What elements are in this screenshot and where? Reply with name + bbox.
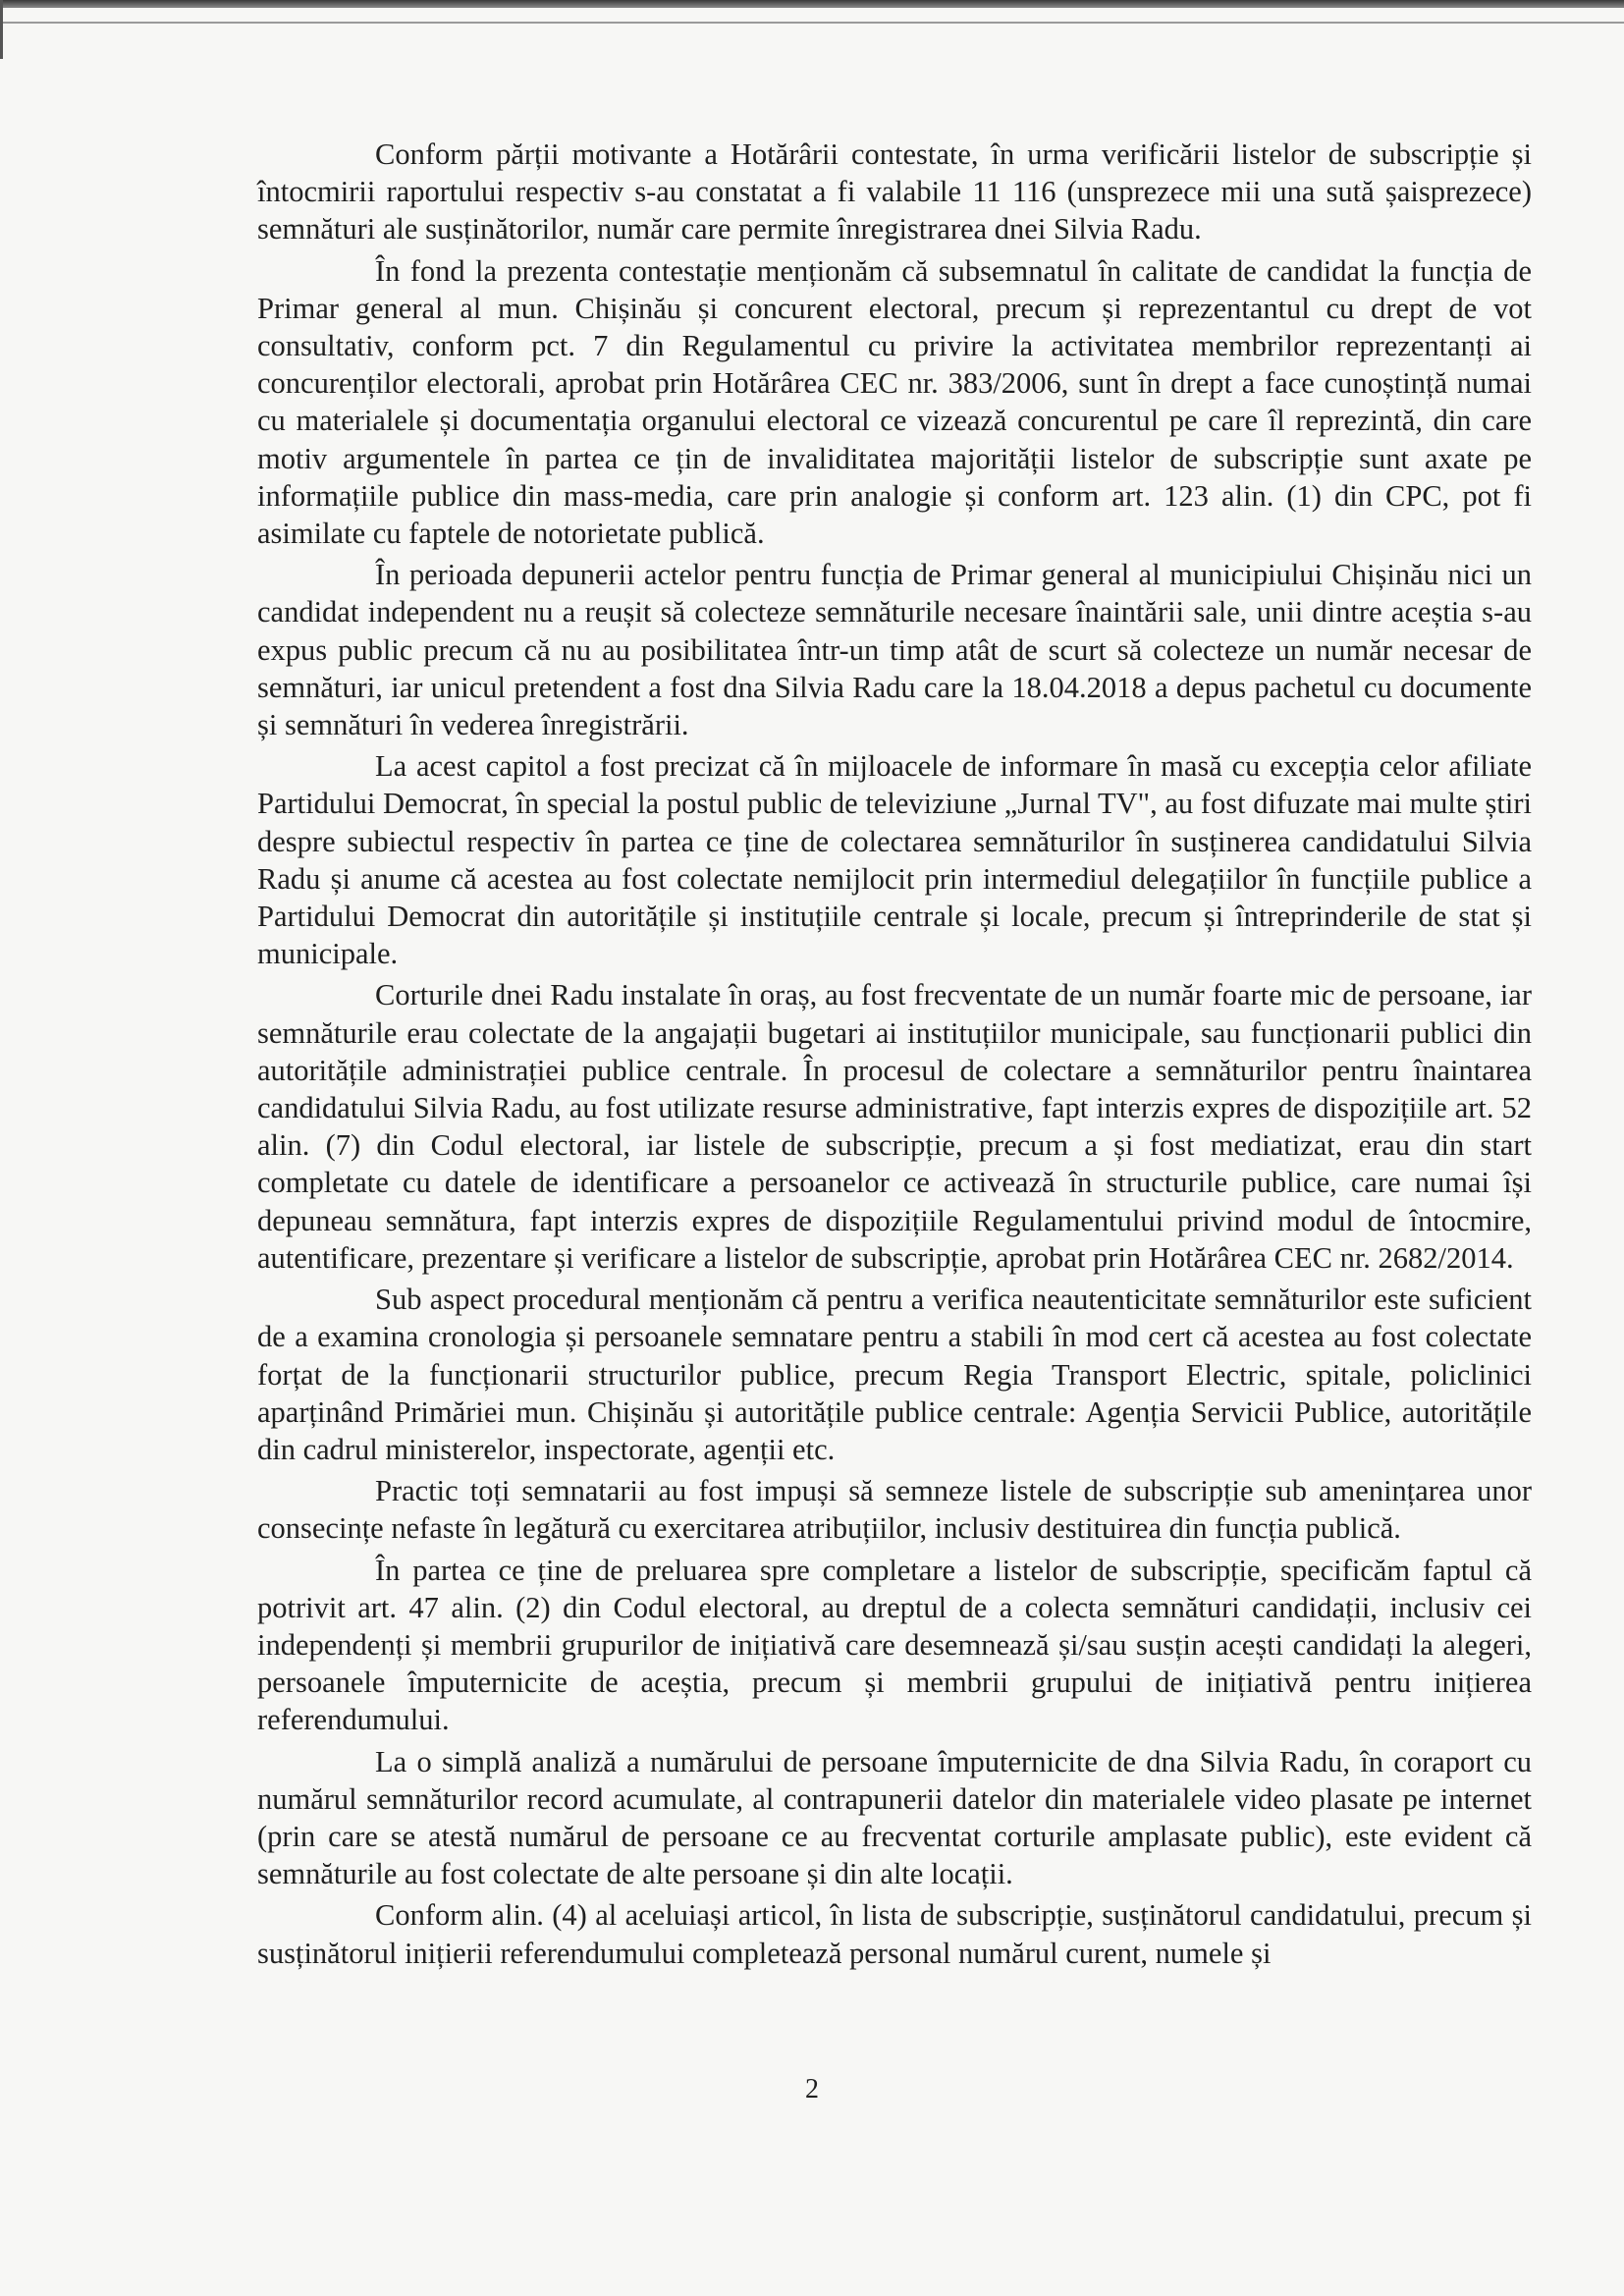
paragraph: În partea ce ține de preluarea spre completare a listelor de subscripție, specificăm faptul că potrivit art. 47 alin. (2) din Codul electoral, au dreptul de a colecta semnături candidații, inclusiv cei independenți și membrii grupurilor de inițiativă care desemnează și/sau susțin acești candidați la alegeri, persoanele împuternicite de aceștia, precum și membrii grupului de inițiativă pentru inițierea referendumului.	[257, 1553, 1532, 1737]
paragraph: Corturile dnei Radu instalate în oraș, au fost frecventate de un număr foarte mic de persoane, iar semnăturile erau colectate de la angajații bugetari ai instituțiilor municipale, sau funcționarii publici din autoritățile administrației publice centrale. În procesul de colectare a semnăturilor pentru înaintarea candidatului Silvia Radu, au fost utilizate resurse administrative, fapt interzis expres de dispozițiile art. 52 alin. (7) din Codul electoral, iar listele de subscripție, precum a și fost mediatizat, erau din start completate cu datele de identificare a persoanelor ce activează în structurile publice, care numai își depuneau semnătura, fapt interzis expres de dispozițiile Regulamentului privind modul de întocmire, autentificare, prezentare și verificare a listelor de subscripție, aprobat prin Hotărârea CEC nr. 2682/2014.	[257, 978, 1532, 1275]
paragraph: În fond la prezenta contestație menționăm că subsemnatul în calitate de candidat la funcția de Primar general al mun. Chișinău și concurent electoral, precum și reprezentantul cu drept de vot consultativ, conform pct. 7 din Regulamentul cu privire la activitatea membrilor reprezentanți ai concurenților electorali, aprobat prin Hotărârea CEC nr. 383/2006, sunt în drept a face cunoștință numai cu materialele și documentația organului electoral ce vizează concurentul pe care îl reprezintă, din care motiv argumentele în partea ce țin de invaliditatea majorității listelor de subscripție sunt axate pe informațiile publice din mass-media, care prin analogie și conform art. 123 alin. (1) din CPC, pot fi asimilate cu faptele de notorietate publică.	[257, 253, 1532, 551]
paragraph: Practic toți semnatarii au fost impuși să semneze listele de subscripție sub amenințarea unor consecințe nefaste în legătură cu exercitarea atribuțiilor, inclusiv destituirea din funcția publică.	[257, 1474, 1532, 1546]
scan-edge-left	[0, 0, 3, 59]
scan-edge-top	[0, 0, 1624, 8]
scan-line	[0, 22, 1624, 24]
paragraph: La acest capitol a fost precizat că în mijloacele de informare în masă cu excepția celor afiliate Partidului Democrat, în special la postul public de televiziune „Jurnal TV", au fost difuzate mai multe știri despre subiectul respectiv în partea ce ține de colectarea semnăturilor în susținerea candidatului Silvia Radu și anume că acestea au fost colectate nemijlocit prin intermediul delegațiilor în funcțiile publice a Partidului Democrat din autoritățile și instituțiile centrale și locale, precum și întreprinderile de stat și municipale.	[257, 749, 1532, 971]
document-body	[257, 136, 1532, 1976]
paragraph: La o simplă analiză a numărului de persoane împuternicite de dna Silvia Radu, în coraport cu numărul semnăturilor record acumulate, al contrapunerii datelor din materialele video plasate pe internet (prin care se atestă numărul de persoane ce au frecventat corturile amplasate public), este evident că semnăturile au fost colectate de alte persoane și din alte locații.	[257, 1744, 1532, 1891]
page-number: 2	[805, 2074, 819, 2105]
paragraph: Sub aspect procedural menționăm că pentru a verifica neautenticitate semnăturilor este suficient de a examina cronologia și persoanele semnatare pentru a stabili în mod cert că acestea au fost colectate forțat de la funcționarii structurilor publice, precum Regia Transport Electric, spitale, policlinici aparținând Primăriei mun. Chișinău și autoritățile publice centrale: Agenția Servicii Publice, autoritățile din cadrul ministerelor, inspectorate, agenții etc.	[257, 1283, 1532, 1466]
paragraph: Conform alin. (4) al aceluiași articol, în lista de subscripție, susținătorul candidatului, precum și susținătorul inițierii referendumului completează personal numărul curent, numele și	[257, 1898, 1532, 1970]
paragraph: Conform părții motivante a Hotărârii contestate, în urma verificării listelor de subscripție și întocmirii raportului respectiv s-au constatat a fi valabile 11 116 (unsprezece mii una sută șaisprezece) semnături ale susținătorilor, număr care permite înregistrarea dnei Silvia Radu.	[257, 137, 1532, 246]
paragraph: În perioada depunerii actelor pentru funcția de Primar general al municipiului Chișinău nici un candidat independent nu a reușit să colecteze semnăturile necesare înaintării sale, unii dintre aceștia s-au expus public precum că nu au posibilitatea într-un timp atât de scurt să colecteze un număr necesar de semnături, iar unicul pretendent a fost dna Silvia Radu care la 18.04.2018 a depus pachetul cu documente și semnături în vederea înregistrării.	[257, 558, 1532, 742]
